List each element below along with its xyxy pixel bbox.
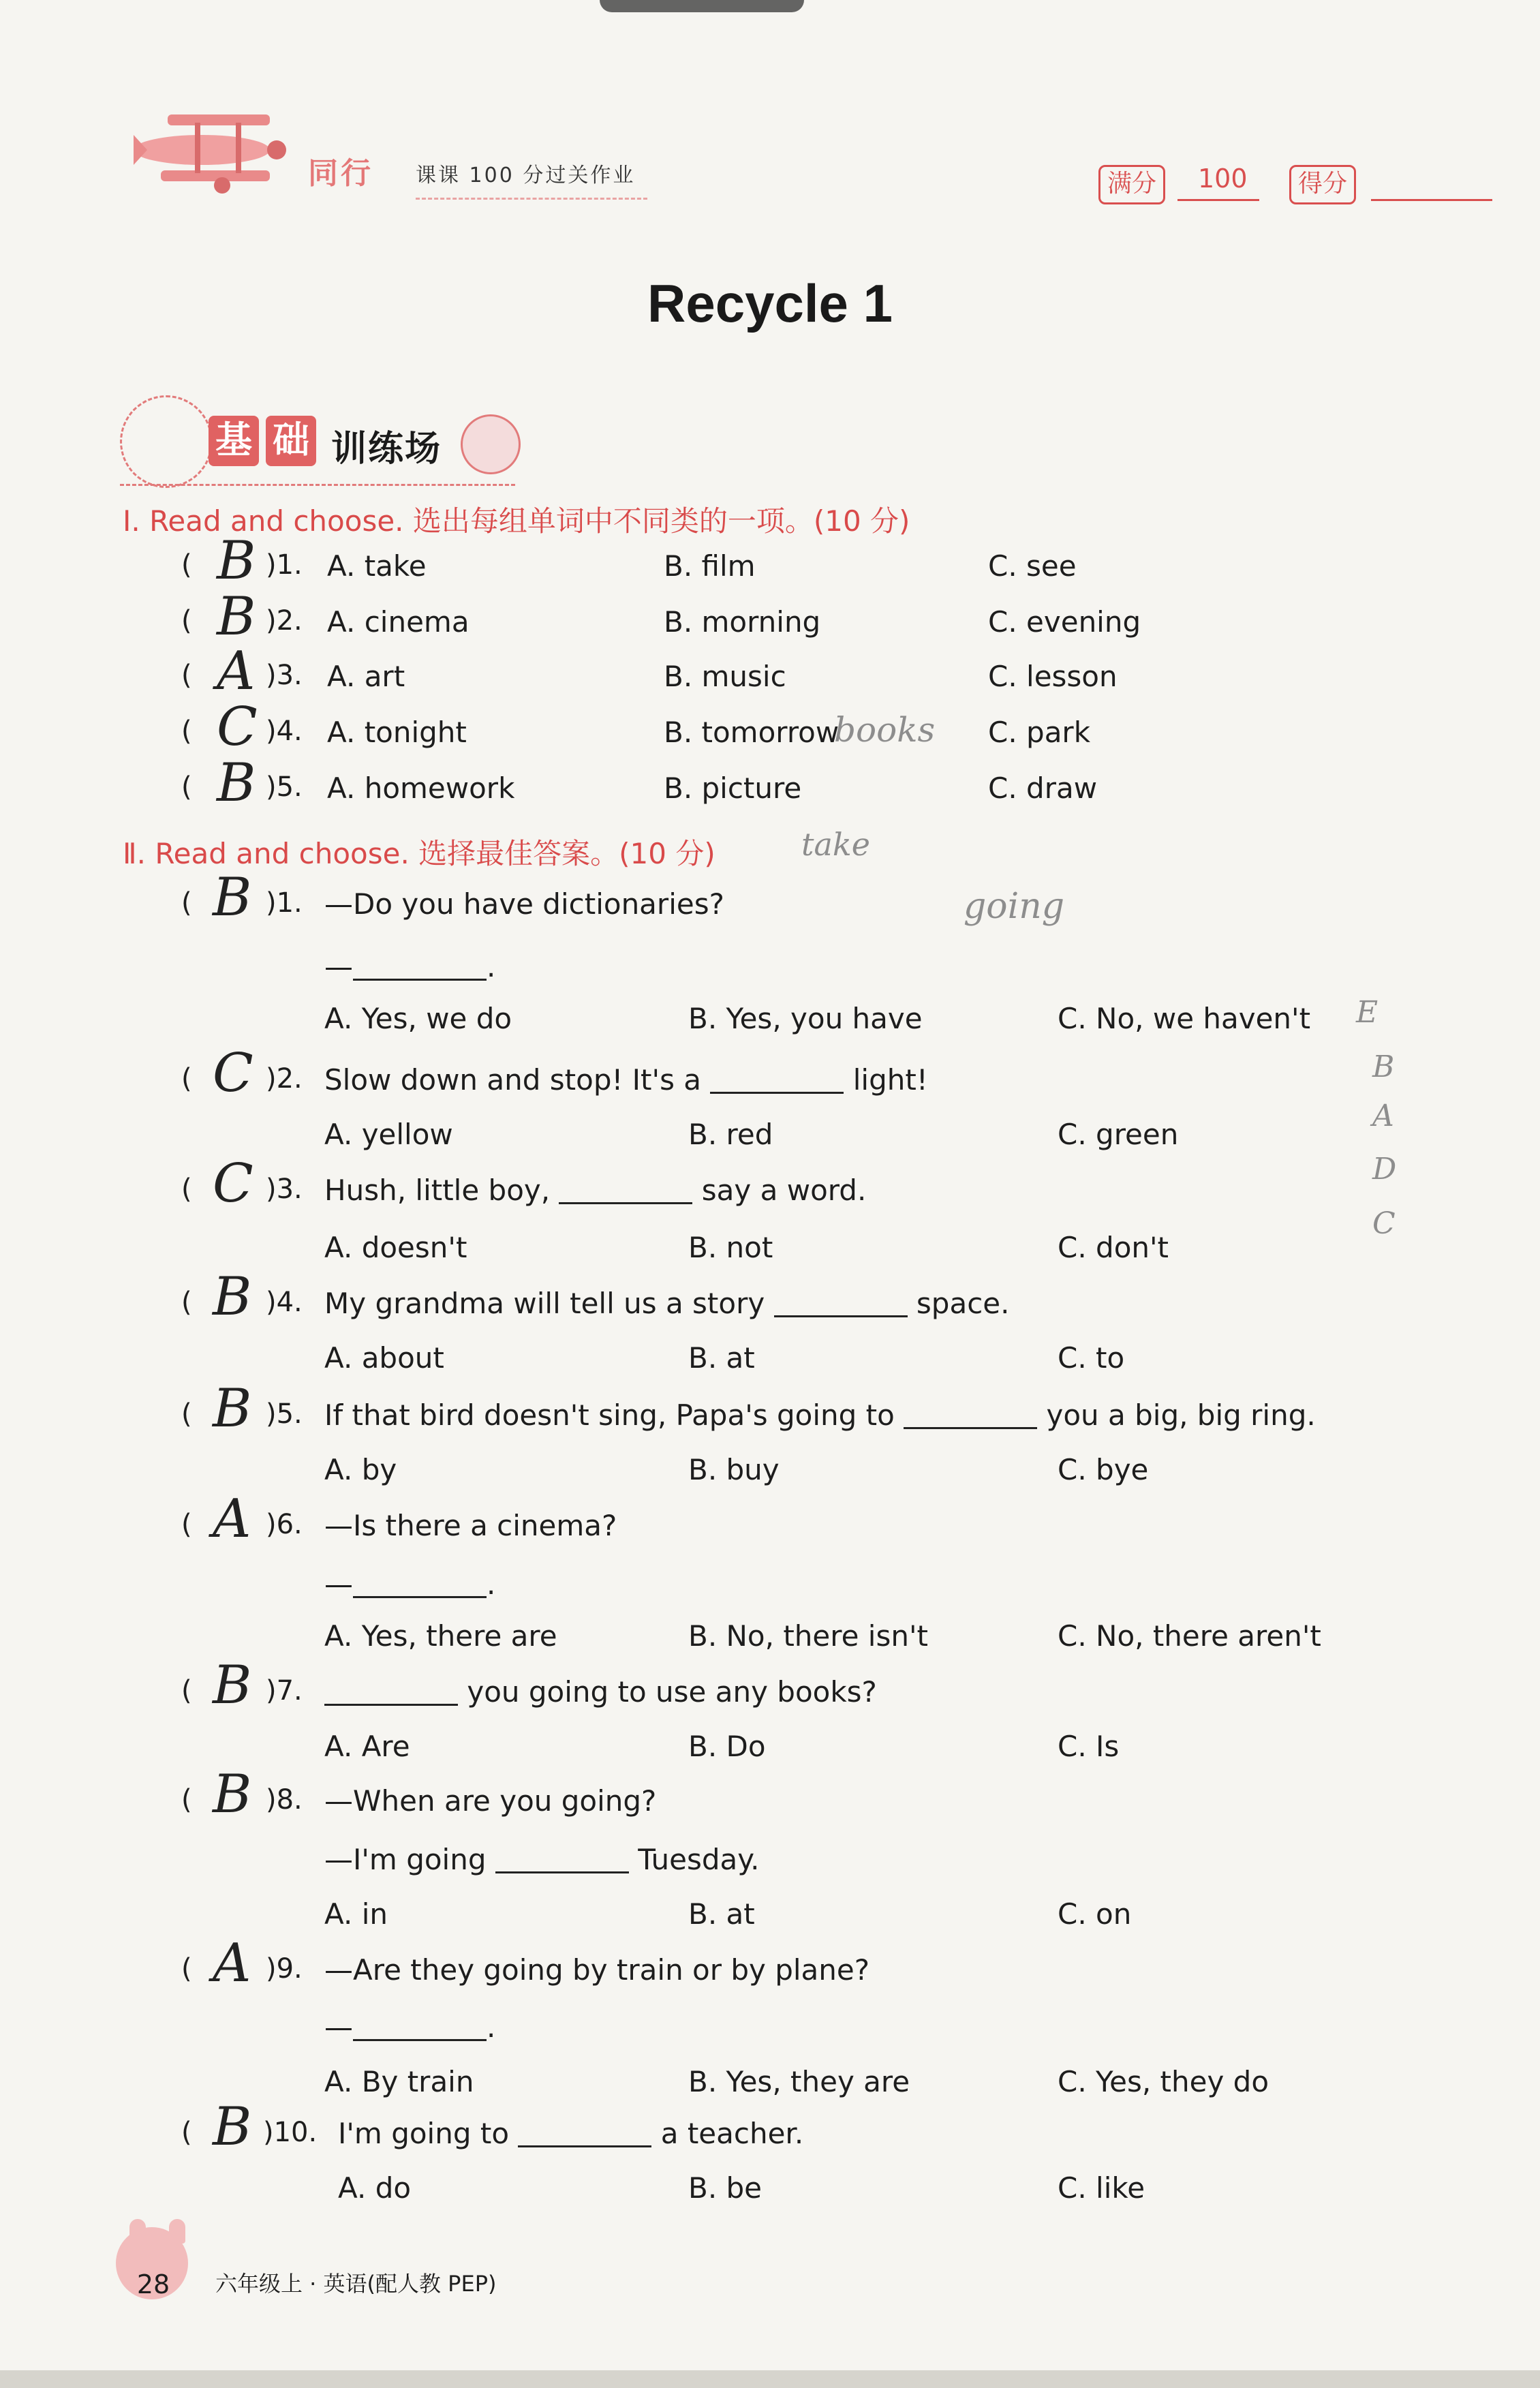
handwritten-answer[interactable]: B: [213, 1266, 252, 1328]
handwritten-answer[interactable]: B: [213, 1378, 252, 1439]
answer-paren: (: [181, 1784, 192, 1816]
question-text-part: say a word.: [692, 1174, 867, 1207]
question-text-part: you a big, big ring.: [1037, 1398, 1316, 1432]
handwritten-answer[interactable]: B: [213, 2096, 252, 2158]
answer-blank[interactable]: [518, 2117, 651, 2147]
answer-line[interactable]: [324, 1843, 759, 1876]
option-b[interactable]: B. morning: [664, 605, 821, 639]
option-c[interactable]: C. on: [1058, 1897, 1132, 1931]
section-banner: [120, 395, 515, 486]
question-number: )2.: [266, 1063, 303, 1094]
answer-paren: (: [181, 605, 192, 637]
answer-blank[interactable]: [353, 2010, 487, 2041]
question-number: )7.: [266, 1675, 303, 1706]
option-a[interactable]: A. art: [327, 660, 405, 693]
question-number: )3.: [266, 1174, 303, 1205]
question-text: —Is there a cinema?: [324, 1509, 617, 1542]
option-a[interactable]: A. do: [338, 2171, 412, 2205]
full-marks-label: 满分: [1098, 165, 1165, 204]
period: .: [487, 2010, 496, 2044]
pencil-note: going: [964, 886, 1065, 927]
question-text-part: Slow down and stop! It's a: [324, 1063, 711, 1097]
answer-paren: (: [181, 1509, 192, 1540]
option-a[interactable]: A. By train: [324, 2065, 474, 2098]
answer-blank[interactable]: [774, 1287, 908, 1317]
answer-paren: (: [181, 1953, 192, 1985]
pencil-note: C: [1372, 1206, 1396, 1241]
handwritten-answer[interactable]: B: [213, 1655, 252, 1716]
question-text: [324, 1398, 1316, 1432]
question-text: [324, 1287, 1009, 1320]
handwritten-answer[interactable]: A: [217, 641, 256, 702]
question-text-part: you going to use any books?: [458, 1675, 877, 1709]
question-text-part: light!: [844, 1063, 928, 1097]
question-text-part: Hush, little boy,: [324, 1174, 559, 1207]
handwritten-answer[interactable]: B: [213, 867, 252, 928]
answer-line[interactable]: [324, 950, 495, 983]
question-number: )4.: [266, 1287, 303, 1318]
question-number: )6.: [266, 1509, 303, 1540]
period: .: [487, 1567, 496, 1601]
pencil-note: A: [1372, 1099, 1394, 1133]
answer-paren: (: [181, 549, 192, 581]
option-a[interactable]: A. cinema: [327, 605, 469, 639]
option-a[interactable]: A. yellow: [324, 1118, 453, 1151]
answer-blank[interactable]: [904, 1398, 1037, 1429]
option-a[interactable]: A. tonight: [327, 716, 467, 749]
option-c[interactable]: C. Is: [1058, 1730, 1120, 1763]
option-a[interactable]: A. Are: [324, 1730, 410, 1763]
answer-paren: (: [181, 771, 192, 803]
option-a[interactable]: A. Yes, there are: [324, 1619, 557, 1653]
answer-line[interactable]: [324, 2010, 495, 2044]
option-a[interactable]: A. take: [327, 549, 427, 583]
handwritten-answer[interactable]: B: [217, 752, 256, 814]
question-text: [324, 1174, 866, 1207]
question-text-part: Tuesday.: [628, 1843, 760, 1876]
option-b[interactable]: B. Yes, you have: [688, 1002, 923, 1035]
option-c[interactable]: C. No, we haven't: [1058, 1002, 1311, 1035]
full-marks-value: 100: [1198, 164, 1248, 194]
question-text: —Do you have dictionaries?: [324, 887, 724, 921]
handwritten-answer[interactable]: C: [217, 696, 258, 758]
option-a[interactable]: A. doesn't: [324, 1231, 467, 1264]
option-b[interactable]: B. not: [688, 1231, 773, 1264]
question-number: )4.: [266, 716, 303, 747]
question-number: )1.: [266, 887, 303, 919]
answer-paren: (: [181, 660, 192, 691]
question-text-part: If that bird doesn't sing, Papa's going to: [324, 1398, 904, 1432]
option-c[interactable]: C. park: [988, 716, 1091, 749]
period: .: [487, 950, 496, 983]
pencil-note: D: [1372, 1152, 1397, 1187]
answer-blank[interactable]: [324, 1675, 458, 1706]
question-number: )8.: [266, 1784, 303, 1816]
option-c[interactable]: C. green: [1058, 1118, 1179, 1151]
dash: —: [324, 2010, 353, 2044]
answer-line[interactable]: [324, 1567, 495, 1601]
question-number: )5.: [266, 1398, 303, 1430]
option-b[interactable]: B. Yes, they are: [688, 2065, 910, 2098]
option-b[interactable]: B. buy: [688, 1453, 780, 1486]
banner-tag-1: 基: [209, 416, 259, 466]
question-text: —When are you going?: [324, 1784, 657, 1818]
question-number: )3.: [266, 660, 303, 691]
option-b[interactable]: B. be: [688, 2171, 763, 2205]
option-c[interactable]: C. like: [1058, 2171, 1145, 2205]
option-b[interactable]: B. at: [688, 1341, 755, 1375]
option-b[interactable]: B. No, there isn't: [688, 1619, 928, 1653]
handwritten-answer[interactable]: B: [213, 1764, 252, 1825]
dash: —: [324, 1567, 353, 1601]
banner-tag-2: 础: [266, 416, 316, 466]
option-c[interactable]: C. No, there aren't: [1058, 1619, 1321, 1653]
answer-paren: (: [181, 1174, 192, 1205]
question-number: )1.: [266, 549, 303, 581]
page-number: 28: [136, 2269, 170, 2299]
handwritten-answer[interactable]: C: [213, 1043, 253, 1104]
option-c[interactable]: C. bye: [1058, 1453, 1149, 1486]
answer-paren: (: [181, 887, 192, 919]
question-text-part: a teacher.: [651, 2117, 804, 2150]
question-number: )5.: [266, 771, 303, 803]
option-b[interactable]: B. film: [664, 549, 756, 583]
question-text: —Are they going by train or by plane?: [324, 1953, 870, 1987]
question-number: )10.: [263, 2117, 318, 2148]
banner-text: 训练场: [331, 429, 442, 470]
handwritten-answer[interactable]: B: [217, 586, 256, 647]
answer-paren: (: [181, 1398, 192, 1430]
answer-paren: (: [181, 716, 192, 747]
option-c[interactable]: C. evening: [988, 605, 1141, 639]
option-b[interactable]: B. Do: [688, 1730, 766, 1763]
dash: —: [324, 950, 353, 983]
option-b[interactable]: B. red: [688, 1118, 773, 1151]
scan-shadow: [600, 0, 804, 12]
question-text-part: I'm going to: [338, 2117, 519, 2150]
answer-blank[interactable]: [495, 1843, 629, 1873]
option-a[interactable]: A. by: [324, 1453, 397, 1486]
option-a[interactable]: A. Yes, we do: [324, 1002, 512, 1035]
decorative-divider: [416, 198, 647, 209]
pencil-note: books: [834, 710, 936, 750]
brand-tagline: 课课 100 分过关作业: [416, 164, 636, 187]
option-c[interactable]: C. to: [1058, 1341, 1125, 1375]
option-c[interactable]: C. don't: [1058, 1231, 1169, 1264]
bird-icon: [461, 414, 521, 474]
answer-blank[interactable]: [353, 950, 487, 981]
answer-blank[interactable]: [559, 1174, 692, 1204]
section-2-heading: Ⅱ. Read and choose. 选择最佳答案。(10 分): [123, 837, 715, 870]
question-text-part: —I'm going: [324, 1843, 495, 1876]
option-a[interactable]: A. about: [324, 1341, 444, 1375]
question-text: [324, 1675, 877, 1709]
pencil-note: E: [1356, 995, 1379, 1030]
answer-paren: (: [181, 1287, 192, 1318]
score-field[interactable]: [1371, 165, 1492, 201]
option-b[interactable]: B. music: [664, 660, 786, 693]
pencil-note: B: [1372, 1050, 1395, 1084]
handwritten-answer[interactable]: A: [213, 1933, 251, 1994]
option-b[interactable]: B. picture: [664, 771, 802, 805]
question-text: [338, 2117, 803, 2150]
question-number: )9.: [266, 1953, 303, 1985]
handwritten-answer[interactable]: B: [217, 530, 256, 592]
pencil-note: take: [801, 826, 871, 863]
airplane-logo-icon: [120, 102, 304, 204]
question-text-part: space.: [907, 1287, 1010, 1320]
brand-name: 同行: [308, 156, 373, 191]
option-c[interactable]: C. Yes, they do: [1058, 2065, 1269, 2098]
score-label: 得分: [1289, 165, 1356, 204]
option-c[interactable]: C. lesson: [988, 660, 1118, 693]
answer-blank[interactable]: [710, 1063, 844, 1094]
option-c[interactable]: C. see: [988, 549, 1077, 583]
section-1-heading: Ⅰ. Read and choose. 选出每组单词中不同类的一项。(10 分): [123, 504, 910, 538]
answer-blank[interactable]: [353, 1567, 487, 1598]
option-c[interactable]: C. draw: [988, 771, 1098, 805]
answer-paren: (: [181, 2117, 192, 2148]
answer-paren: (: [181, 1063, 192, 1094]
answer-paren: (: [181, 1675, 192, 1706]
option-b[interactable]: B. at: [688, 1897, 755, 1931]
scan-edge: [0, 2370, 1540, 2388]
handwritten-answer[interactable]: C: [213, 1153, 253, 1214]
footer-book-title: 六年级上 · 英语(配人教 PEP): [215, 2271, 497, 2297]
question-number: )2.: [266, 605, 303, 637]
handwritten-answer[interactable]: A: [213, 1488, 251, 1550]
mascot-icon: [120, 395, 213, 488]
question-text: [324, 1063, 928, 1097]
page-title: Recycle 1: [647, 273, 893, 333]
question-text-part: My grandma will tell us a story: [324, 1287, 774, 1320]
option-b[interactable]: B. tomorrow: [664, 716, 840, 749]
option-a[interactable]: A. homework: [327, 771, 515, 805]
option-a[interactable]: A. in: [324, 1897, 388, 1931]
